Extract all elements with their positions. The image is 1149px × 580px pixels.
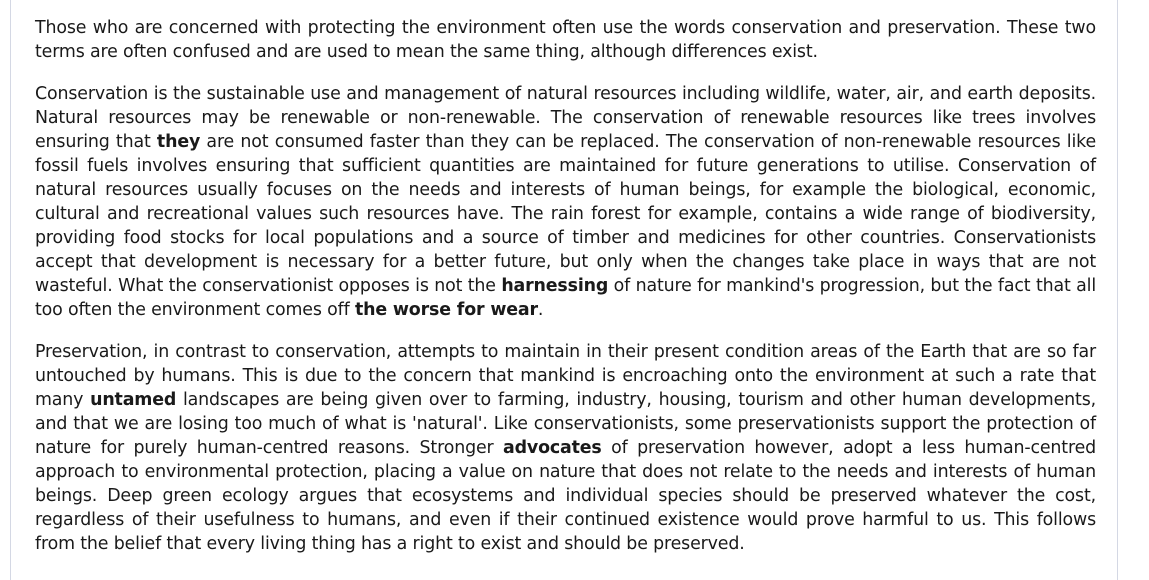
- highlight-untamed: untamed: [90, 390, 177, 410]
- paragraph-2-text-a: Conservation is the sustainable use and management of natural resources including wildlife, water, air, and earth deposits. Natural resources may be renewable or non-renewable. The conservation of renewable resources like trees involves ensuring that: [35, 84, 1096, 152]
- paragraph-2-text-c: of nature for mankind's progression, but the fact that all too often the environment comes off: [35, 276, 1097, 320]
- highlight-advocates: advocates: [503, 438, 602, 458]
- paragraph-3: [35, 340, 1096, 556]
- paragraph-1-text: Those who are concerned with protecting the environment often use the words conservation and preservation. These two terms are often confused and are used to mean the same thing, although differences exist.: [35, 18, 1096, 62]
- highlight-the-worse-for-wear: the worse for wear: [354, 300, 538, 320]
- paragraph-3-text-b: landscapes are being given over to farming, industry, housing, tourism and other human developments, and that we are losing too much of what is 'natural'. Like conservationists, some preservationists support the protection of nature for purely human-centred reasons. Stronger: [35, 390, 1096, 458]
- highlight-they: they: [156, 132, 201, 152]
- paragraph-3-text-c: of preservation however, adopt a less human-centred approach to environmental protection, placing a value on nature that does not relate to the needs and interests of human beings. Deep green ecology argues that ecosystems and individual species should be preserved whatever the cost, regardless of their usefulness to humans, and even if their continued existence would prove harmful to us. This follows from the belief that every living thing has a right to exist and should be preserved.: [35, 438, 1097, 554]
- reading-passage: [35, 16, 1096, 574]
- paragraph-3-text-a: Preservation, in contrast to conservation, attempts to maintain in their present condition areas of the Earth that are so far untouched by humans. This is due to the concern that mankind is encroaching onto the environment at such a rate that many: [35, 342, 1096, 410]
- paragraph-2-text-d: .: [537, 300, 544, 320]
- paragraph-2-text-b: are not consumed faster than they can be replaced. The conservation of non-renewable resources like fossil fuels involves ensuring that sufficient quantities are maintained for future generations to utilise. Conservation of natural resources usually focuses on the needs and interests of human beings, for example the biological, economic, cultural and recreational values such resources have. The rain forest for example, contains a wide range of biodiversity, providing food stocks for local populations and a source of timber and medicines for other countries. Conservationists accept that development is necessary for a better future, but only when the changes take place in ways that are not wasteful. What the conservationist opposes is not the: [35, 132, 1096, 296]
- paragraph-2: [35, 82, 1096, 322]
- highlight-harnessing: harnessing: [501, 276, 609, 296]
- reading-panel: [10, 0, 1118, 580]
- paragraph-1: [35, 16, 1096, 64]
